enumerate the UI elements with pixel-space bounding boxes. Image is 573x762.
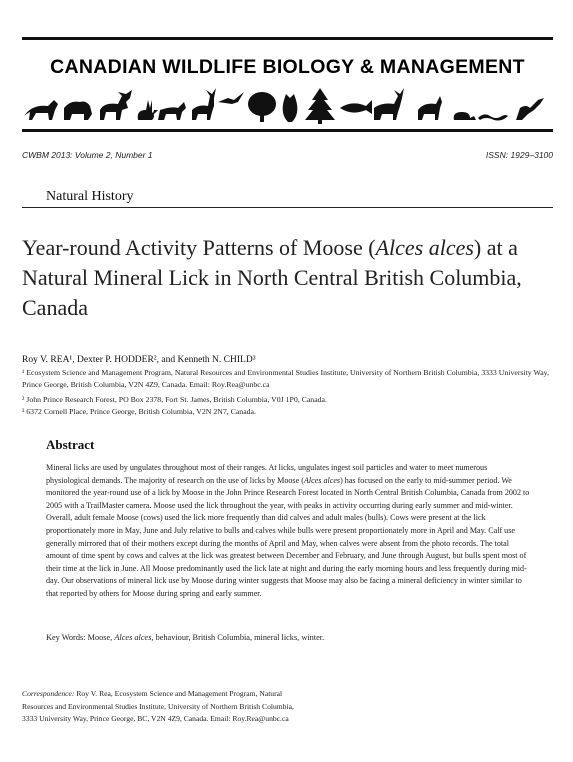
fish-icon — [340, 100, 372, 114]
issue-info: CWBM 2013: Volume 2, Number 1 — [22, 150, 153, 160]
keywords-label: Key Words: — [46, 633, 86, 642]
keywords — [46, 633, 530, 642]
affiliation-2: ² John Prince Research Forest, PO Box 2378, Fort St. James, British Columbia, V0J 1P0, Canada. — [22, 395, 327, 404]
wolf-icon — [152, 102, 186, 120]
beaver-icon — [454, 112, 476, 120]
correspondence-label: Correspondence: — [22, 689, 75, 698]
owl-icon — [283, 94, 298, 122]
author-list: Roy V. REA¹, Dexter P. HODDER², and Kenneth N. CHILD³ — [22, 355, 256, 365]
abstract-heading: Abstract — [46, 437, 95, 452]
affiliation-1: ¹ Ecosystem Science and Management Program, Natural Resources and Environmental Studies Institute, University of Northern British Columbia, 3333 University Way, Prince George, British Columbia, V2N 4Z9, Canada. Email: Roy.Rea@unbc.ca — [22, 368, 550, 389]
section-rule — [22, 207, 553, 208]
rabbit-icon — [138, 100, 154, 120]
correspondence-note — [22, 688, 302, 726]
article-title: Year-round Activity Patterns of Moose (Alces alces) at a Natural Mineral Lick in North Central British Columbia, Canada — [22, 235, 522, 320]
bear-icon — [64, 102, 92, 121]
header-top-rule — [22, 37, 553, 40]
abstract-body: Mineral licks are used by ungulates throughout most of their ranges. At licks, ungulates ingest soil particles and water to meet numerous physiological demands. The majority of research on the use of licks by Moose (Alces alces) has focused on the early to mid-summer period. We monitored the year-round use of a lick by Moose in the John Prince Research Forest located in North Central British Columbia, Canada from 2002 to 2005 with a TrailMaster camera. Moose used the lick throughout the year, with peaks in activity occurring during early summer and mid-winter. Overall, adult female Moose (cows) used the lick more frequently than did calves and adult males (bulls). Cows were present at the lick proportionately more in May, June and July relative to bulls and calves while bulls were present proportionately more in April and May. Calf use generally mirrored that of their mothers except during the months of April and May, when calves were absent from the photo records. The total amount of time spent by cows and calves at the lick was greatest between December and February, and June through August, but bulls spent most of their time at the lick in June. All Moose predominantly used the lick late at night and during the early morning hours and less frequently during mid-day. Our observations of mineral lick use by Moose during winter suggests that Moose may also be facing a mineral deficiency in winter similar to that reported by others for Moose during spring and early summer. — [46, 463, 530, 598]
elk-icon — [374, 88, 404, 120]
bird-icon — [218, 92, 244, 104]
heron-icon — [516, 98, 544, 120]
correspondence-text: Roy V. Rea, Ecosystem Science and Management Program, Natural Resources and Environmental Studies Institute, University of Northern British Columbia, 3333 University Way, Prince George, BC, V2N 4Z9, Canada. Email: Roy.Rea@unbc.ca — [22, 689, 294, 723]
goat-icon — [418, 96, 442, 120]
affiliation-3: ³ 6372 Cornell Place, Prince George, British Columbia, V2N 2N7, Canada. — [22, 407, 256, 416]
section-label: Natural History — [46, 189, 134, 204]
deer-icon — [192, 88, 216, 120]
wildlife-silhouette-banner — [22, 86, 553, 128]
conifer-icon — [305, 88, 335, 124]
moose-icon — [100, 90, 132, 120]
journal-title: CANADIAN WILDLIFE BIOLOGY & MANAGEMENT — [50, 56, 525, 78]
keywords-list: Moose, Alces alces, behaviour, British Columbia, mineral licks, winter. — [85, 633, 325, 642]
tree-icon — [248, 92, 276, 122]
snake-icon — [478, 114, 508, 120]
cougar-icon — [24, 100, 58, 120]
header-bottom-rule — [22, 129, 553, 132]
issn: ISSN: 1929–3100 — [485, 150, 553, 160]
